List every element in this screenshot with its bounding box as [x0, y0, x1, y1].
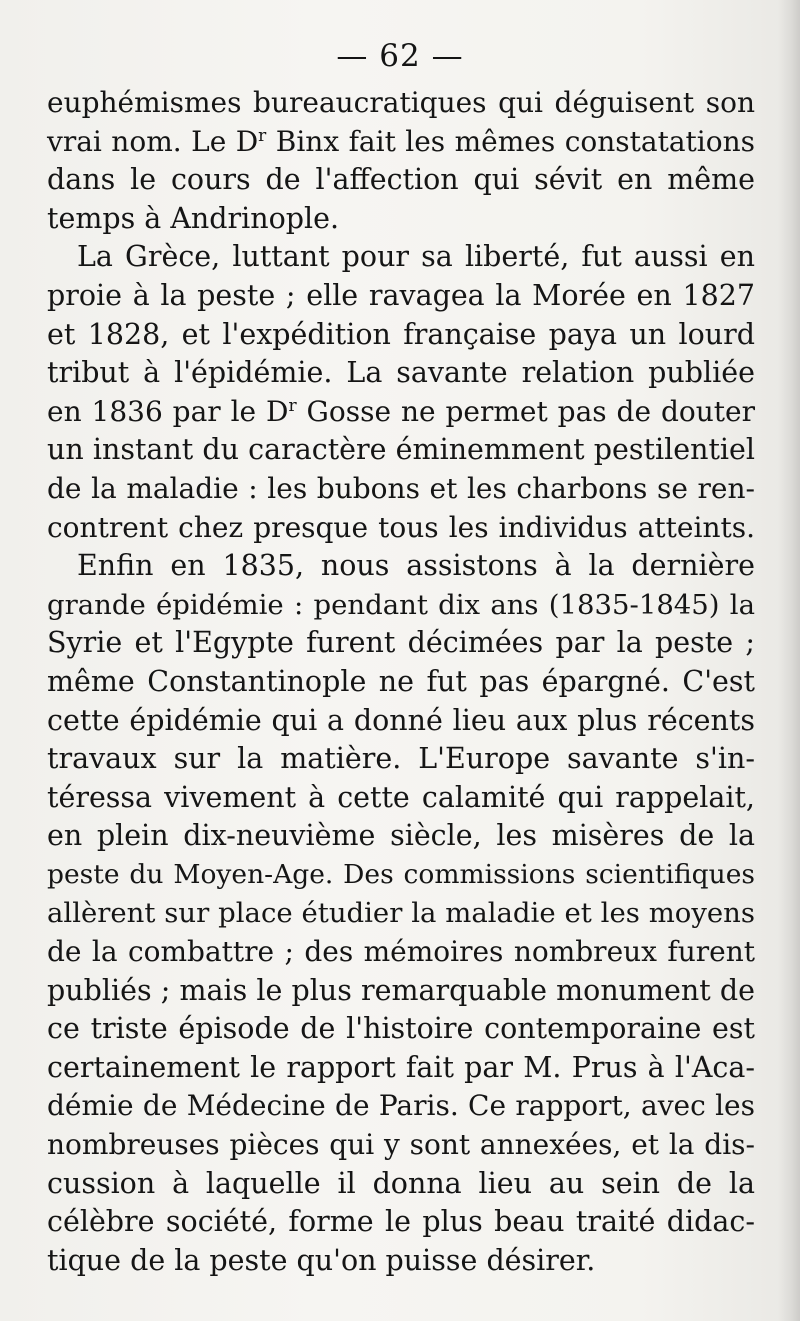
text-line: grande épidémie : pendant dix ans (1835-1845) la	[47, 588, 755, 621]
text-line: publiés ; mais le plus remarquable monument de	[47, 973, 755, 1007]
text-line: peste du Moyen-Age. Des commissions scientifiques	[47, 858, 755, 890]
text-line: euphémismes bureaucratiques qui déguisent son	[47, 86, 755, 119]
text-line: tique de la peste qu'on puisse désirer.	[47, 1243, 596, 1277]
text-line: travaux sur la matière. L'Europe savante s'in-	[47, 742, 755, 776]
text-line	[47, 393, 755, 432]
text-line: célèbre société, forme le plus beau traité didac-	[47, 1205, 755, 1239]
text-line: temps à Andrinople.	[47, 201, 340, 235]
text-line: cette épidémie qui a donné lieu aux plus récents	[47, 703, 755, 737]
text-line: cussion à laquelle il donna lieu au sein de la	[47, 1166, 755, 1200]
text-line: un instant du caractère éminemment pestilentiel	[47, 433, 755, 467]
text-line: proie à la peste ; elle ravagea la Morée en 1827	[47, 278, 755, 312]
text-segment: Binx fait les mêmes constatations	[266, 124, 755, 158]
text-line: et 1828, et l'expédition française paya un lourd	[47, 317, 755, 351]
text-line: allèrent sur place étudier la maladie et les moyens	[47, 897, 755, 930]
text-line: Syrie et l'Egypte furent décimées par la peste ;	[47, 626, 755, 660]
text-line: contrent chez presque tous les individus atteints.	[47, 510, 755, 544]
text-line: ce triste épisode de l'histoire contemporaine est	[47, 1012, 755, 1046]
text-segment: vrai nom. Le D	[47, 124, 259, 158]
text-line: en plein dix-neuvième siècle, les misères de la	[47, 819, 755, 853]
text-line: démie de Médecine de Paris. Ce rapport, avec les	[47, 1089, 755, 1123]
text-line: de la combattre ; des mémoires nombreux furent	[47, 935, 755, 969]
text-line: nombreuses pièces qui y sont annexées, et la dis-	[47, 1128, 755, 1162]
text-line: Enfin en 1835, nous assistons à la dernière	[77, 549, 755, 583]
text-line	[47, 123, 755, 162]
text-line: tribut à l'épidémie. La savante relation publiée	[47, 356, 755, 390]
text-segment: Gosse ne permet pas de douter	[296, 394, 755, 428]
body-text	[47, 84, 755, 1280]
text-segment: en 1836 par le D	[47, 394, 289, 428]
text-line: dans le cours de l'affection qui sévit en même	[47, 163, 755, 197]
text-line: même Constantinople ne fut pas épargné. C'est	[47, 664, 755, 698]
text-line: de la maladie : les bubons et les charbons se ren-	[47, 471, 755, 505]
text-line: téressa vivement à cette calamité qui rappelait,	[47, 780, 755, 814]
page-edge-shadow	[778, 0, 800, 1321]
page-number: — 62 —	[336, 38, 464, 74]
superscript: r	[288, 395, 297, 416]
superscript: r	[258, 125, 267, 146]
text-line: La Grèce, luttant pour sa liberté, fut aussi en	[77, 240, 755, 274]
text-line: certainement le rapport fait par M. Prus à l'Aca-	[47, 1050, 755, 1084]
